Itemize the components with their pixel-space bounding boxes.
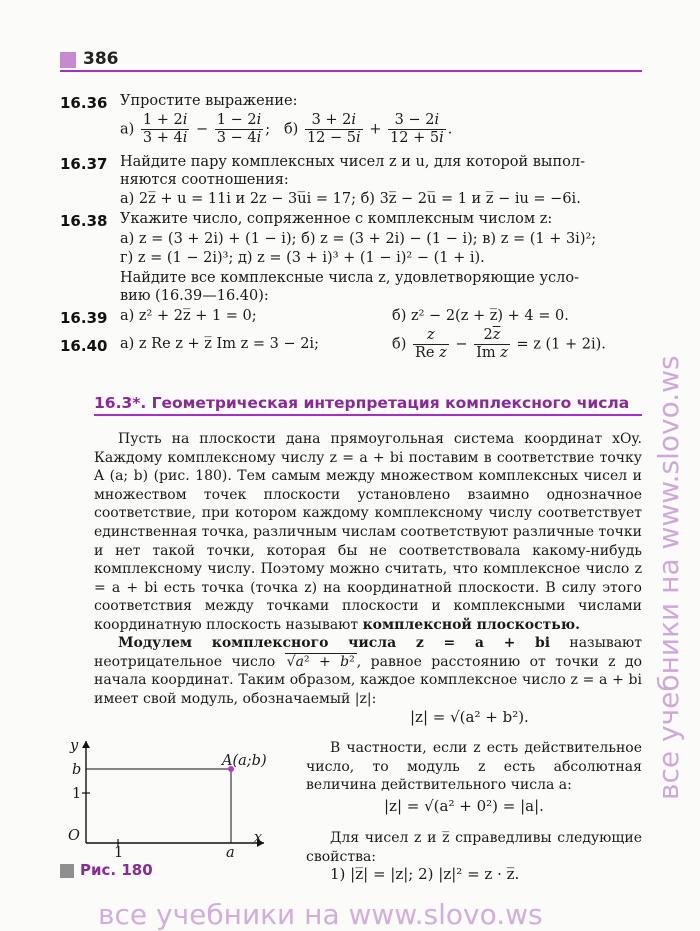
- y-axis-arrow-icon: [82, 741, 90, 748]
- problem-number: 16.40: [60, 337, 108, 355]
- tick-label-b: b: [72, 762, 82, 778]
- problem-text: г) z = (1 − 2i)³; д) z = (3 + i)³ + (1 − i)² − (1 + i).: [120, 250, 485, 266]
- problem-text: а) z² + 2z̅ + 1 = 0;: [120, 308, 257, 324]
- problem-number: 16.36: [60, 94, 108, 112]
- axis-label-y: y: [70, 738, 79, 754]
- tick-label-a: a: [226, 845, 235, 861]
- problem-text: вию (16.39—16.40):: [120, 288, 269, 304]
- page-number-marker: [60, 52, 76, 68]
- formula-modulus: |z| = √(a² + b²).: [410, 708, 529, 726]
- problem-text: б) z² − 2(z + z̅) + 4 = 0.: [392, 308, 569, 324]
- properties: 1) |z̅| = |z|; 2) |z|² = z · z̅.: [330, 865, 520, 883]
- formula-real: |z| = √(a² + 0²) = |a|.: [384, 797, 544, 815]
- axis-label-x: x: [254, 830, 263, 846]
- problem-number: 16.38: [60, 212, 108, 230]
- problem-16-40-b: б) $\frac{z}{\text{Re z}}$ − $\frac{2\overline{z}}{\text{Im z}}$ = z (1 + 2i).: [392, 327, 606, 361]
- problem-text: Укажите число, сопряженное с комплексным числом z:: [120, 211, 553, 227]
- problem-number: 16.39: [60, 309, 108, 327]
- point-label: A(a;b): [222, 753, 267, 769]
- tick-label-y-1: 1: [72, 786, 82, 802]
- problem-text: а) z = (3 + 2i) + (1 − i); б) z = (3 + 2i) − (1 − i); в) z = (1 + 3i)²;: [120, 231, 597, 247]
- problem-16-36-expressions: а) $\frac{1 + 2i}{3 + 4i}$ − $\frac{1 - 2i}{3 - 4i}$ ; б) $\frac{3 + 2i}{12 - 5i}$ + $\frac{3 - 2i}{12 + 5i}$ .: [120, 112, 453, 146]
- header-rule: [60, 70, 642, 72]
- problem-text: а) z Re z + z̅ Im z = 3 − 2i;: [120, 336, 319, 352]
- problem-text: Упростите выражение:: [120, 93, 298, 109]
- problem-text: а) 2z̅ + u = 11i и 2z − 3u̅i = 17; б) 3z̅ − 2u̅ = 1 и z̅ − iu = −6i.: [120, 191, 581, 207]
- watermark-side: все учебники на www.slovo.ws: [652, 355, 685, 800]
- problem-text: Найдите пару комплексных чисел z и u, для которой выпол-: [120, 154, 585, 170]
- paragraph-2: Модулем комплексного числа z = a + bi называют неотрицательное число √a² + b² , равное расстоянию от точки z до начала координат. Таким образом, каждое комплексное число z = a + bi имеет свой модуль, обозначаемый |z|:: [94, 635, 642, 707]
- problem-number: 16.37: [60, 155, 108, 173]
- figure-caption: Рис. 180: [80, 861, 153, 879]
- paragraph-1: Пусть на плоскости дана прямоугольная система координат xOy. Каждому комплексному числу z = a + bi поставим в соответствие точку A (a; b) (рис. 180). Тем самым между множеством комплексных чисел и множеством точек плоскости установлено взаимно однозначное соответствие, при котором каждому комплексному числу соответствует единственная точка, различным числам соответствуют различные точки и нет такой точки, которая бы не соответствовала какому-нибудь комплексному числу. Поэтому можно считать, что комплексное число z = a + bi есть точка (точка z) на координатной плоскости. В силу этого соответствия между точками плоскости и комплексными числами координатную плоскость называют комплексной плоскостью.: [94, 431, 642, 633]
- section-rule: [94, 414, 642, 416]
- figure-caption-marker: [60, 864, 74, 878]
- tick-label-x-1: 1: [114, 845, 124, 861]
- problem-text: Найдите все комплексные числа z, удовлетворяющие усло-: [120, 270, 579, 286]
- section-title: 16.3*. Геометрическая интерпретация комплексного числа: [94, 394, 630, 412]
- right-text-2: Для чисел z и z̅ справедливы следующие свойства:: [306, 830, 642, 865]
- origin-label: O: [68, 828, 80, 844]
- problem-text: няются соотношения:: [120, 172, 289, 188]
- watermark-bottom: все учебники на www.slovo.ws: [98, 898, 543, 931]
- right-text-1: В частности, если z есть действительное число, то модуль z есть абсолютная величина действительного числа a:: [306, 740, 642, 794]
- page-number: 386: [83, 49, 119, 69]
